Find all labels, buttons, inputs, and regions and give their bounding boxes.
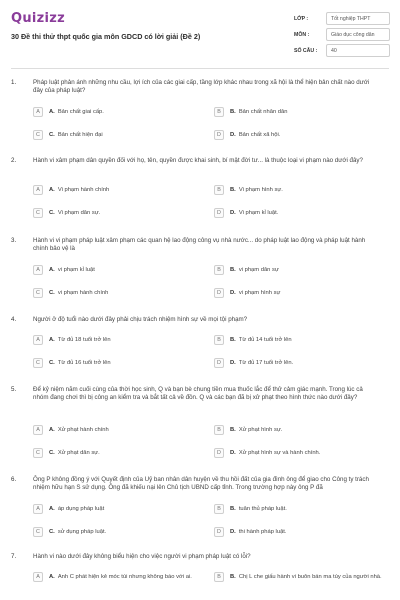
option-text: Chị L che giấu hành vi buôn bán ma túy của người nhà.	[238, 574, 382, 580]
answer-option[interactable]	[33, 265, 201, 275]
option-letter: A.	[49, 506, 55, 512]
answer-option[interactable]	[33, 107, 201, 117]
option-text: Vi phạm kỉ luật.	[238, 210, 279, 216]
option-box: D	[214, 208, 224, 218]
question-text: Pháp luật phản ánh những nhu cầu, lợi ích của các giai cấp, tầng lớp khác nhau trong xã hội là thể hiện bản chất nào dưới đây của pháp luật?	[33, 79, 370, 95]
option-box: A	[33, 185, 43, 195]
answer-option[interactable]	[214, 358, 382, 368]
option-text: Xử phạt hình sự.	[238, 427, 283, 433]
answer-option[interactable]	[214, 504, 382, 514]
question-text: Hành vi xâm phạm dân quyền đối với họ, tên, quyền được khai sinh, bí mật đời tư... là thuộc loại vi phạm nào dưới đây?	[33, 157, 363, 164]
answer-option[interactable]	[214, 107, 382, 117]
option-box: D	[214, 358, 224, 368]
option-text: vi phạm hành chính	[57, 290, 109, 296]
option-box: B	[214, 425, 224, 435]
option-box: B	[214, 572, 224, 582]
answer-option[interactable]	[214, 448, 382, 458]
question-number: 6.	[11, 476, 17, 483]
option-box: B	[214, 107, 224, 117]
option-box: C	[33, 130, 43, 140]
option-text: Bản chất hiện đại	[57, 132, 103, 138]
option-box: C	[33, 288, 43, 298]
option-text: Vi phạm hình sự.	[238, 187, 283, 193]
option-letter: C.	[49, 450, 55, 456]
answer-option[interactable]	[33, 358, 201, 368]
option-letter: C.	[49, 132, 55, 138]
option-letter: B.	[230, 506, 236, 512]
question-number: 7.	[11, 553, 17, 560]
document-title: 30 Đề thi thử thpt quốc gia môn GDCD có lời giải (Đề 2)	[11, 32, 201, 41]
meta-label: SỐ CÂU :	[294, 47, 318, 54]
option-letter: D.	[230, 450, 236, 456]
answer-option[interactable]	[214, 185, 382, 195]
option-box: C	[33, 527, 43, 537]
meta-value: Giáo dục công dân	[326, 28, 390, 41]
option-text: Từ đủ 16 tuổi trở lên	[57, 360, 111, 366]
answer-option[interactable]	[33, 527, 201, 537]
answer-option[interactable]	[214, 572, 382, 582]
header-divider	[11, 68, 389, 69]
answer-option[interactable]	[33, 288, 201, 298]
option-box: A	[33, 265, 43, 275]
option-box: A	[33, 425, 43, 435]
option-letter: D.	[230, 360, 236, 366]
answer-option[interactable]	[214, 288, 382, 298]
answer-option[interactable]	[33, 504, 201, 514]
option-text: thi hành pháp luật.	[238, 529, 287, 535]
option-box: A	[33, 504, 43, 514]
option-letter: B.	[230, 187, 236, 193]
option-letter: B.	[230, 109, 236, 115]
option-letter: D.	[230, 529, 236, 535]
option-box: A	[33, 572, 43, 582]
option-box: C	[33, 358, 43, 368]
meta-value: Tốt nghiệp THPT	[326, 12, 390, 25]
answer-option[interactable]	[33, 208, 201, 218]
option-text: sử dụng pháp luật.	[57, 529, 107, 535]
question-number: 3.	[11, 237, 17, 244]
option-box: B	[214, 335, 224, 345]
option-letter: B.	[230, 574, 236, 580]
option-box: B	[214, 504, 224, 514]
answer-option[interactable]	[214, 527, 382, 537]
option-text: Bản chất giai cấp.	[57, 109, 104, 115]
meta-value: 40	[326, 44, 390, 57]
option-letter: A.	[49, 267, 55, 273]
option-box: D	[214, 527, 224, 537]
option-letter: B.	[230, 427, 236, 433]
option-letter: C.	[49, 360, 55, 366]
option-text: Xử phạt dân sự.	[57, 450, 100, 456]
option-box: B	[214, 185, 224, 195]
option-letter: C.	[49, 529, 55, 535]
option-letter: D.	[230, 210, 236, 216]
answer-option[interactable]	[214, 335, 382, 345]
option-text: Từ đủ 18 tuổi trở lên	[57, 337, 111, 343]
option-letter: B.	[230, 337, 236, 343]
meta-info	[294, 11, 390, 59]
answer-option[interactable]	[33, 448, 201, 458]
option-letter: A.	[49, 574, 55, 580]
option-text: Từ đủ 17 tuổi trở lên.	[238, 360, 294, 366]
meta-row-question-count	[294, 43, 390, 58]
document-header	[0, 0, 400, 70]
question-number: 1.	[11, 79, 17, 86]
option-text: Bản chất xã hội.	[238, 132, 281, 138]
option-letter: B.	[230, 267, 236, 273]
answer-option[interactable]	[33, 335, 201, 345]
option-text: Xử phạt hành chính	[57, 427, 109, 433]
option-box: D	[214, 448, 224, 458]
option-box: C	[33, 448, 43, 458]
answer-option[interactable]	[214, 208, 382, 218]
quizizz-logo: Quizizz	[11, 11, 66, 26]
answer-option[interactable]	[33, 185, 201, 195]
option-box: A	[33, 335, 43, 345]
meta-label: LỚP :	[294, 15, 309, 22]
option-text: Bản chất nhân dân	[238, 109, 288, 115]
meta-row-class	[294, 11, 390, 26]
question-text: Hành vi vi phạm pháp luật xâm phạm các quan hệ lao động công vụ nhà nước... do pháp luật lao động và pháp luật hành chính bảo vệ là	[33, 237, 366, 253]
question-number: 2.	[11, 157, 17, 164]
option-text: vi phạm hình sự	[238, 290, 281, 296]
option-box: A	[33, 107, 43, 117]
meta-label: MÔN :	[294, 31, 310, 38]
option-box: D	[214, 288, 224, 298]
option-letter: A.	[49, 427, 55, 433]
option-letter: A.	[49, 337, 55, 343]
option-box: C	[33, 208, 43, 218]
option-letter: D.	[230, 290, 236, 296]
answer-option[interactable]	[214, 425, 382, 435]
option-text: vi phạm kỉ luật	[57, 267, 95, 273]
question-text: Người ở độ tuổi nào dưới đây phải chịu trách nhiệm hình sự về mọi tội phạm?	[33, 316, 248, 323]
meta-row-subject	[294, 27, 390, 42]
question-number: 4.	[11, 316, 17, 323]
option-text: Vi phạm dân sự.	[57, 210, 101, 216]
option-box: B	[214, 265, 224, 275]
option-letter: C.	[49, 210, 55, 216]
question-text: Ông P không đồng ý với Quyết định của Uỷ ban nhân dân huyện về thu hồi đất của gia đình ông để giao cho Công ty trách nhiệm hữu hạn S sử dụng. Ông đã khiếu nại lên Chủ tịch UBND cấp tỉnh. Trong trường hợp này ông P đã	[33, 476, 369, 492]
question-number: 5.	[11, 386, 17, 393]
option-letter: A.	[49, 187, 55, 193]
answer-option[interactable]	[33, 572, 201, 582]
option-text: vi phạm dân sự	[238, 267, 279, 273]
option-letter: A.	[49, 109, 55, 115]
option-letter: C.	[49, 290, 55, 296]
option-text: Anh C phát hiện kẻ móc túi nhưng không báo với ai.	[57, 574, 192, 580]
option-text: Từ đủ 14 tuổi trở lên	[238, 337, 292, 343]
option-text: tuân thủ pháp luật.	[238, 506, 287, 512]
option-text: Xử phạt hình sự và hành chính.	[238, 450, 321, 456]
answer-option[interactable]	[214, 130, 382, 140]
option-letter: D.	[230, 132, 236, 138]
option-box: D	[214, 130, 224, 140]
question-text: Hành vi nào dưới đây không biểu hiện cho việc người vi phạm pháp luật có lỗi?	[33, 553, 251, 560]
answer-option[interactable]	[214, 265, 382, 275]
answer-option[interactable]	[33, 130, 201, 140]
question-text: Để kỷ niệm năm cuối cùng của thời học sinh, Q và bạn bè chung tiền mua thuốc lắc để thử cảm giác mạnh. Trong lúc cả nhóm đang chơi thì bị công an kiểm tra và bắt tất cả về đồn. Q và các bạn đã bị xử phạt theo hình thức nào dưới đây?	[33, 386, 363, 402]
option-text: áp dụng pháp luật	[57, 506, 105, 512]
answer-option[interactable]	[33, 425, 201, 435]
option-text: Vi phạm hành chính	[57, 187, 110, 193]
